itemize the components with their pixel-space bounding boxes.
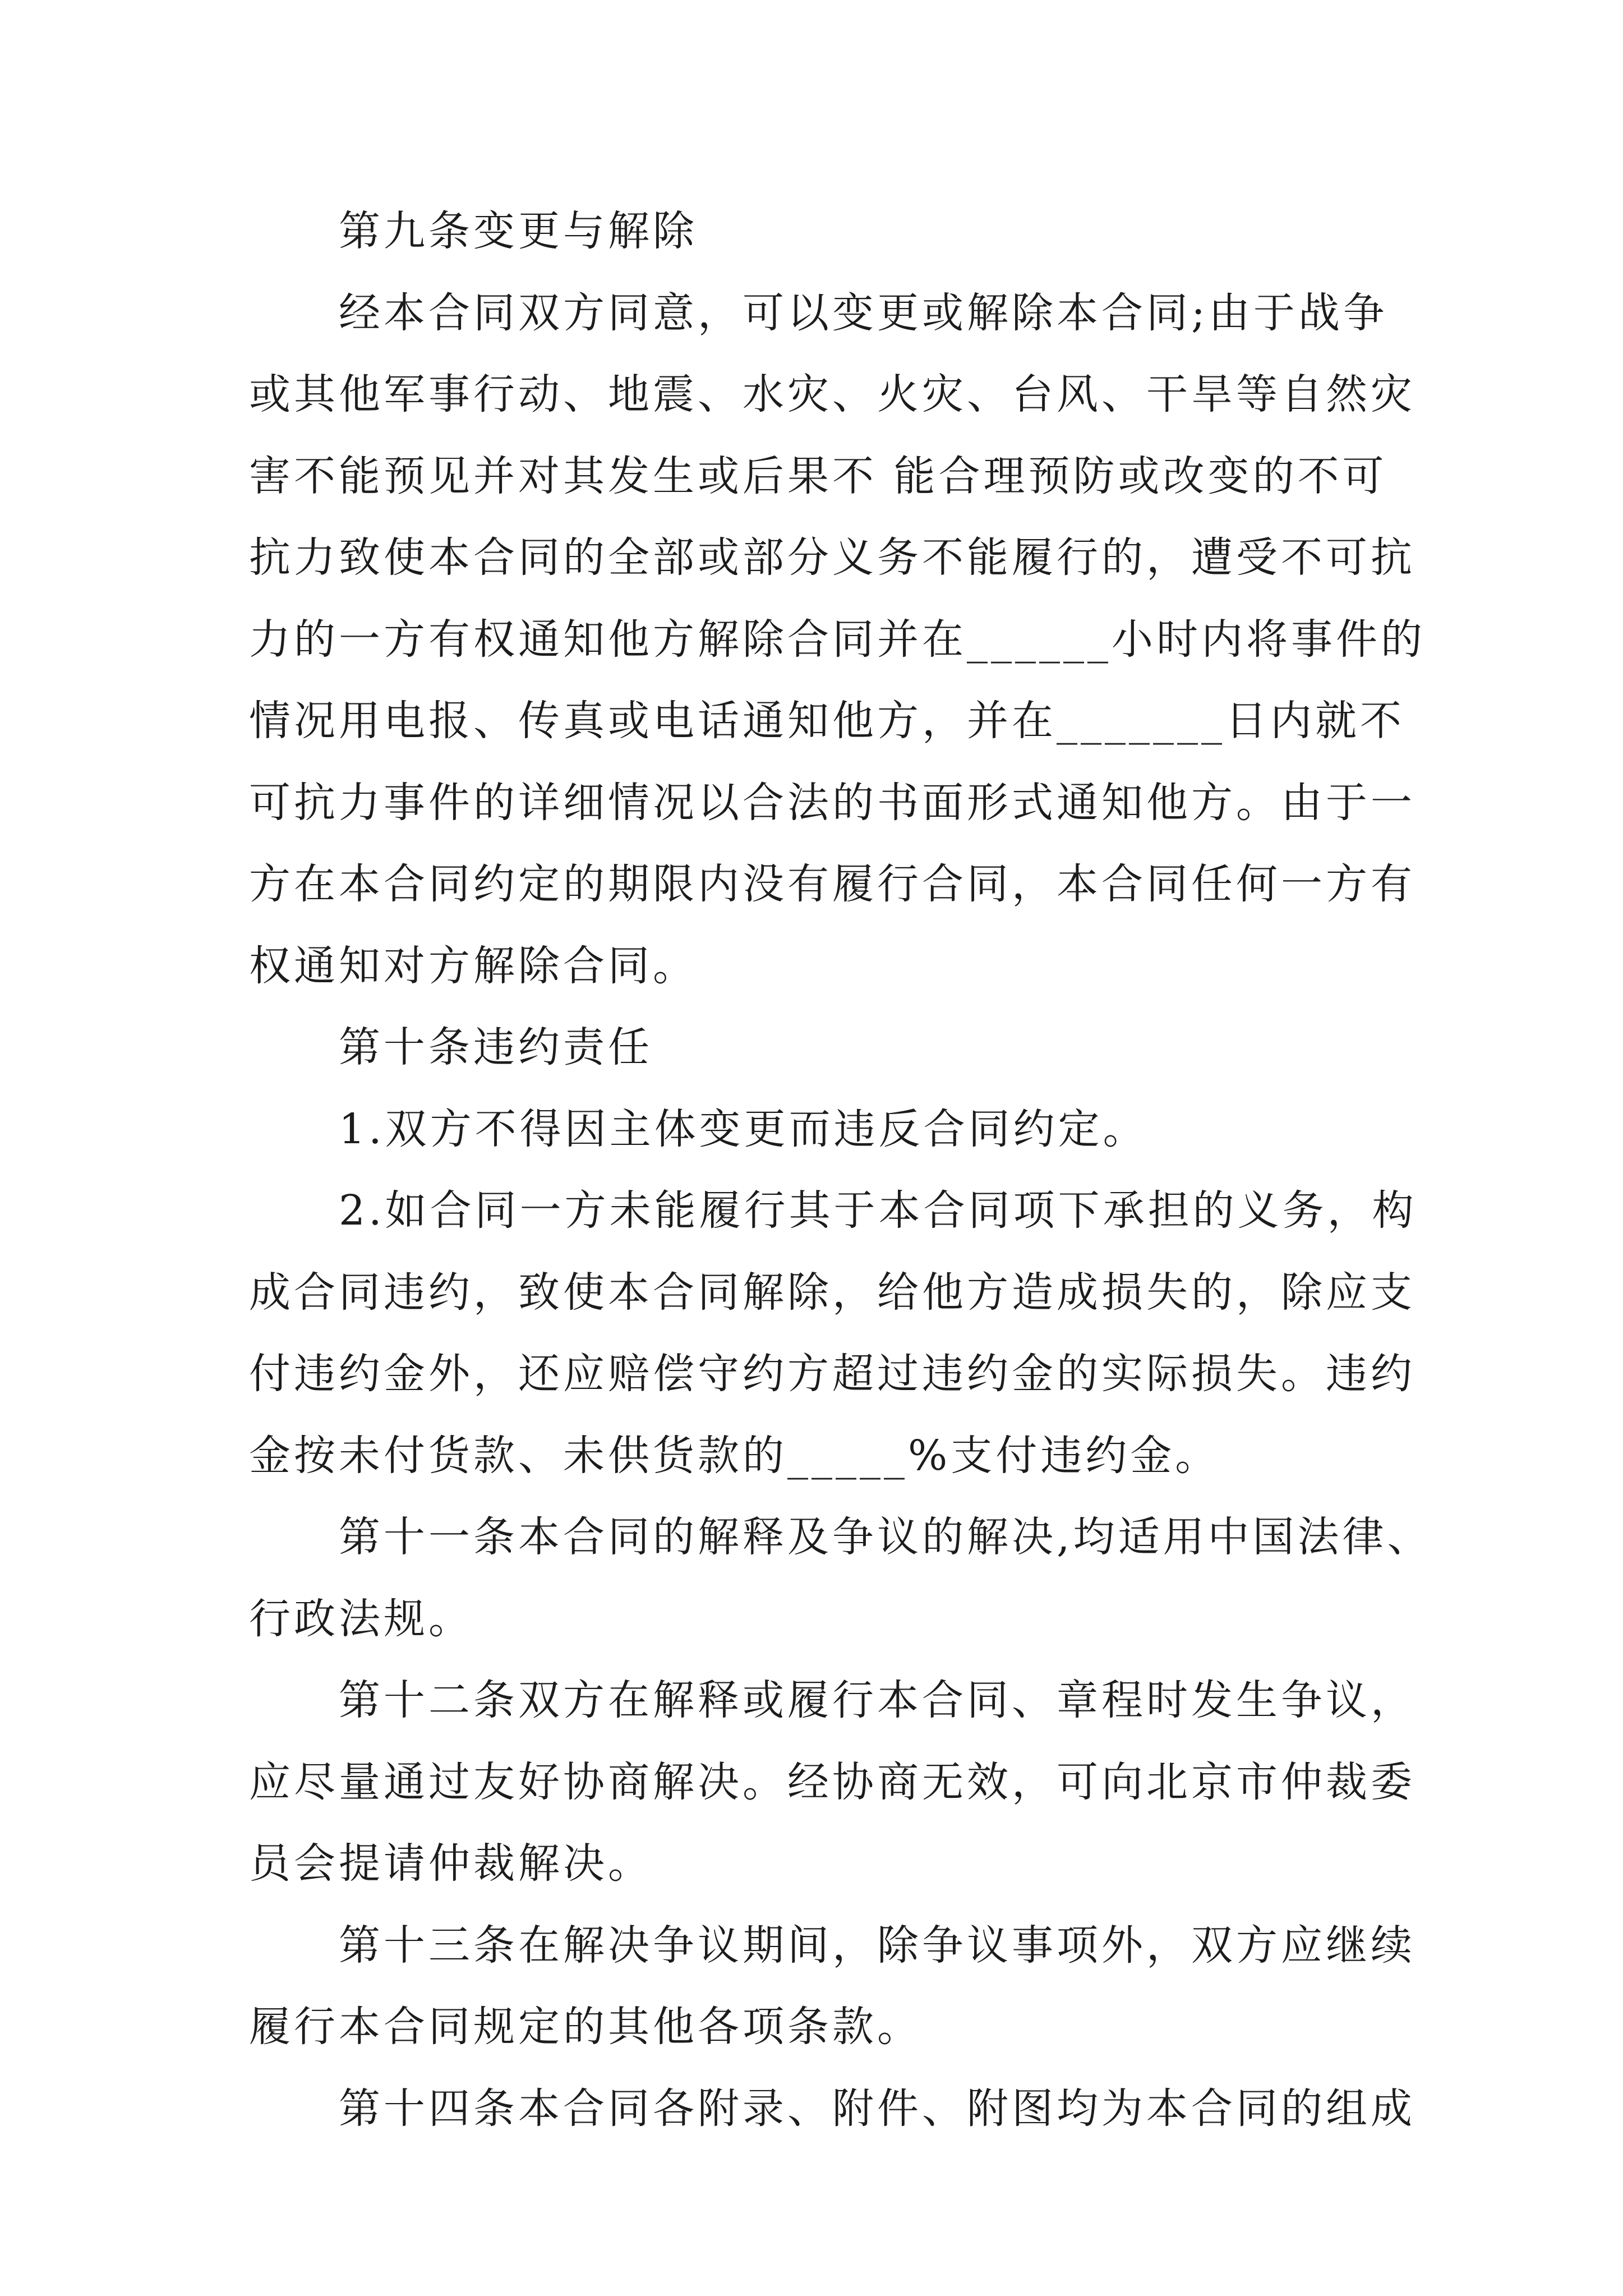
list-item-2: 2.如合同一方未能履行其于本合同项下承担的义务，构 bbox=[339, 1186, 1417, 1235]
paragraph-line: 害不能预见并对其发生或后果不 能合理预防或改变的不可 bbox=[249, 452, 1387, 500]
paragraph-line: 经本合同双方同意，可以变更或解除本合同;由于战争 bbox=[339, 288, 1388, 337]
article-14-paragraph: 第十四条本合同各附录、附件、附图均为本合同的组成 bbox=[339, 2084, 1415, 2133]
list-item-1: 1.双方不得因主体变更而违反合同约定。 bbox=[339, 1105, 1148, 1153]
paragraph-line: 付违约金外，还应赔偿守约方超过违约金的实际损失。违约 bbox=[249, 1350, 1415, 1398]
paragraph-line: 履行本合同规定的其他各项条款。 bbox=[249, 2003, 922, 2051]
article-10-heading: 第十条违约责任 bbox=[339, 1023, 653, 1071]
paragraph-line: 方在本合同约定的期限内没有履行合同，本合同任何一方有 bbox=[249, 860, 1415, 908]
paragraph-line: 抗力致使本合同的全部或部分义务不能履行的，遭受不可抗 bbox=[249, 533, 1415, 582]
paragraph-line: 力的一方有权通知他方解除合同并在______小时内将事件的 bbox=[249, 615, 1426, 664]
paragraph-line: 应尽量通过友好协商解决。经协商无效，可向北京市仲裁委 bbox=[249, 1757, 1415, 1806]
article-11-paragraph: 第十一条本合同的解释及争议的解决,均适用中国法律、 bbox=[339, 1513, 1432, 1561]
article-9-heading: 第九条变更与解除 bbox=[339, 207, 698, 255]
paragraph-line: 行政法规。 bbox=[249, 1594, 473, 1643]
document-body bbox=[249, 191, 1432, 2150]
article-13-paragraph: 第十三条在解决争议期间，除争议事项外，双方应继续 bbox=[339, 1921, 1415, 1970]
paragraph-line: 权通知对方解除合同。 bbox=[249, 941, 698, 990]
paragraph-line: 或其他军事行动、地震、水灾、火灾、台风、干旱等自然灾 bbox=[249, 370, 1415, 418]
paragraph-line: 可抗力事件的详细情况以合法的书面形式通知他方。由于一 bbox=[249, 778, 1415, 827]
paragraph-line: 金按未付货款、未供货款的_____%支付违约金。 bbox=[249, 1431, 1220, 1480]
paragraph-line: 员会提请仲裁解决。 bbox=[249, 1839, 653, 1888]
article-12-paragraph: 第十二条双方在解释或履行本合同、章程时发生争议， bbox=[339, 1676, 1415, 1724]
paragraph-line: 成合同违约，致使本合同解除，给他方造成损失的，除应支 bbox=[249, 1268, 1415, 1317]
paragraph-line: 情况用电报、传真或电话通知他方，并在_______日内就不 bbox=[249, 697, 1405, 745]
